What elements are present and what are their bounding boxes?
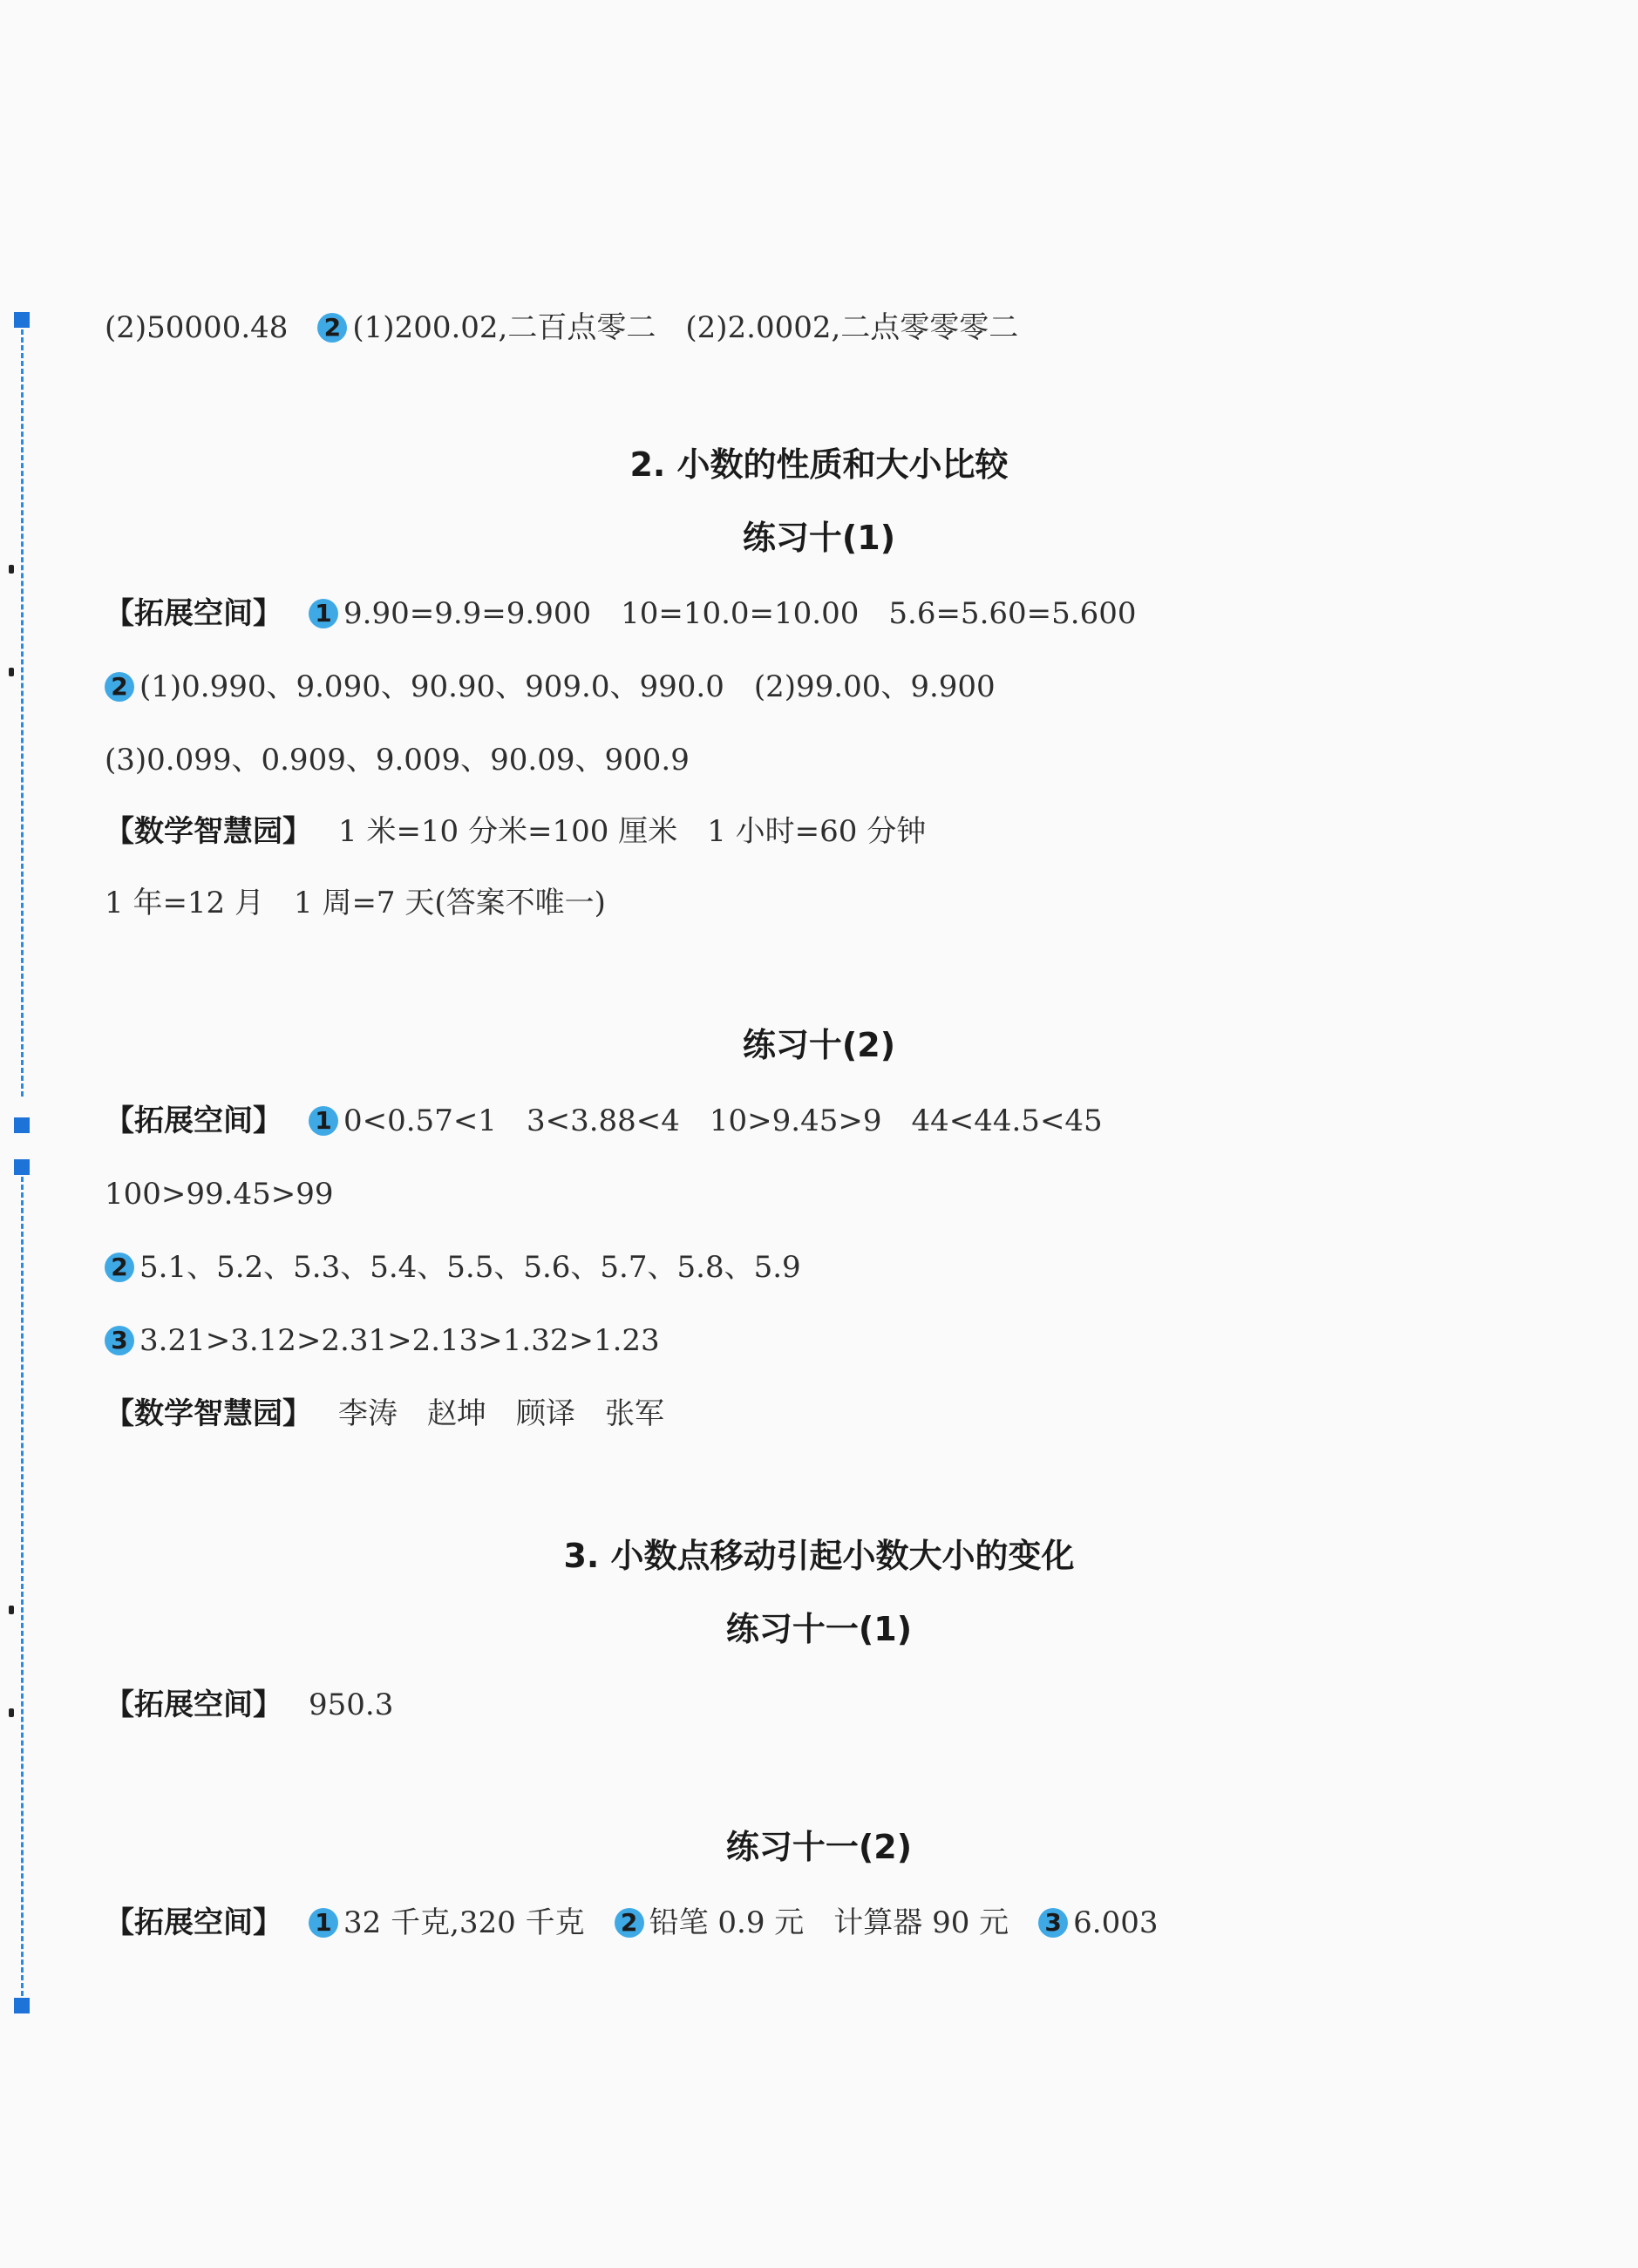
answer-text: 950.3	[309, 1687, 394, 1722]
margin-marker	[14, 1159, 30, 1175]
answer-text: 李涛	[338, 1396, 398, 1431]
answer-text: 张军	[605, 1396, 664, 1431]
margin-marker	[14, 312, 30, 328]
section-label: 【数学智慧园】	[105, 1396, 312, 1431]
answer-line	[105, 884, 606, 922]
margin-marker	[14, 1998, 30, 2013]
answer-text: 1 周=7 天(答案不唯一)	[294, 886, 606, 920]
answer-line	[105, 1904, 1159, 1942]
question-number-badge: 2	[317, 313, 347, 343]
question-number-badge: 3	[105, 1326, 134, 1355]
answer-line	[105, 741, 690, 779]
answer-line	[105, 1395, 664, 1433]
section-label: 【拓展空间】	[105, 596, 282, 631]
scan-speck	[9, 1708, 14, 1717]
section-label: 【拓展空间】	[105, 1687, 282, 1722]
answer-line	[105, 668, 996, 706]
answer-text: 32 千克,320 千克	[343, 1905, 585, 1940]
answer-line	[105, 812, 926, 851]
answer-text: 赵坤	[427, 1396, 486, 1431]
answer-line	[105, 594, 1136, 633]
answer-text: 顾译	[516, 1396, 575, 1431]
answer-text: 计算器 90 元	[833, 1905, 1009, 1940]
section-title: 3. 小数点移动引起小数大小的变化	[563, 1537, 1075, 1575]
question-number-badge: 1	[309, 1908, 338, 1938]
answer-text: (2)2.0002,二点零零零二	[685, 310, 1019, 345]
answer-text: (2)50000.48	[105, 310, 289, 345]
question-number-badge: 2	[105, 1253, 134, 1282]
answer-text: (3)0.099、0.909、9.009、90.09、900.9	[105, 743, 690, 778]
answer-text: 1 米=10 分米=100 厘米	[338, 814, 678, 849]
answer-text: 6.003	[1073, 1905, 1159, 1940]
section-label: 【拓展空间】	[105, 1905, 282, 1940]
section-label: 【数学智慧园】	[105, 814, 312, 849]
answer-line	[105, 309, 1018, 347]
answer-text: 5.1、5.2、5.3、5.4、5.5、5.6、5.7、5.8、5.9	[139, 1250, 801, 1285]
answer-text: 100>99.45>99	[105, 1177, 334, 1212]
question-number-badge: 1	[309, 599, 338, 628]
scan-speck	[9, 565, 14, 574]
answer-line	[105, 1175, 333, 1213]
answer-text: 3.21>3.12>2.31>2.13>1.32>1.23	[139, 1323, 660, 1358]
exercise-title: 练习十(1)	[742, 519, 896, 557]
answer-text: 10=10.0=10.00	[621, 596, 860, 631]
answer-text: 1 年=12 月	[105, 886, 264, 920]
answer-line	[105, 1686, 393, 1724]
answer-text: (1)200.02,二百点零二	[352, 310, 656, 345]
question-number-badge: 2	[105, 672, 134, 702]
question-number-badge: 2	[615, 1908, 644, 1938]
answer-text: 3<3.88<4	[526, 1103, 680, 1138]
question-number-badge: 3	[1038, 1908, 1068, 1938]
exercise-title: 练习十一(1)	[725, 1610, 913, 1648]
margin-dashed-line	[21, 1177, 24, 1996]
answer-text: 10>9.45>9	[709, 1103, 882, 1138]
answer-text: 5.6=5.60=5.600	[888, 596, 1137, 631]
answer-text: 铅笔 0.9 元	[649, 1905, 805, 1940]
answer-text: 9.90=9.9=9.900	[343, 596, 592, 631]
answer-text: 1 小时=60 分钟	[707, 814, 927, 849]
margin-marker	[14, 1117, 30, 1133]
section-title: 2. 小数的性质和大小比较	[629, 445, 1009, 484]
question-number-badge: 1	[309, 1106, 338, 1136]
answer-text: 44<44.5<45	[911, 1103, 1103, 1138]
scan-speck	[9, 668, 14, 676]
section-label: 【拓展空间】	[105, 1103, 282, 1138]
answer-text: (1)0.990、9.090、90.90、909.0、990.0	[139, 669, 724, 704]
answer-text: (2)99.00、9.900	[753, 669, 996, 704]
exercise-title: 练习十(2)	[742, 1026, 896, 1064]
exercise-title: 练习十一(2)	[725, 1828, 913, 1866]
answer-text: 0<0.57<1	[343, 1103, 497, 1138]
answer-line	[105, 1248, 801, 1287]
answer-line	[105, 1321, 660, 1360]
answer-line	[105, 1102, 1103, 1140]
